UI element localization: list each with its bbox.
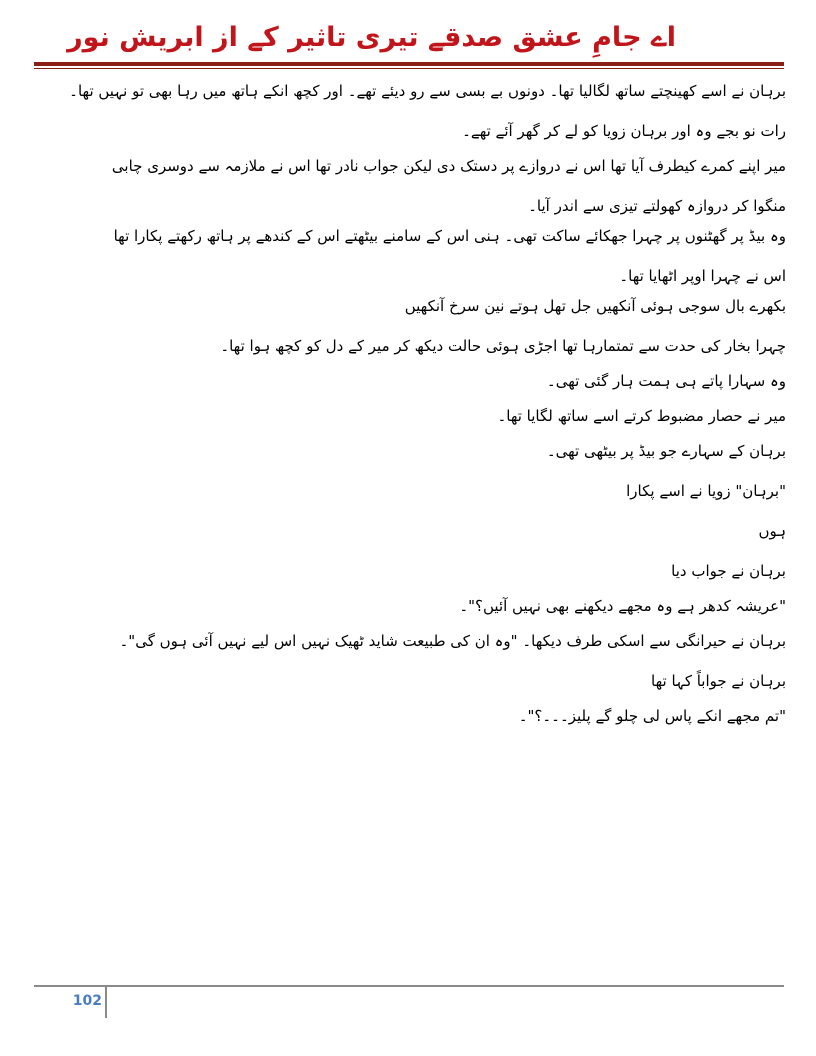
paragraph-line: برہان نے جواباً کہا تھا <box>651 672 786 690</box>
paragraph-line: "عریشہ کدھر ہے وہ مجھے دیکھنے بھی نہیں آئیں؟"۔ <box>459 597 786 615</box>
paragraph-line: رات نو بجے وہ اور برہان زویا کو لے کر گھر آئے تھے۔ <box>462 122 786 140</box>
paragraph-line: برہان نے اسے کھینچتے ساتھ لگالیا تھا۔ دونوں بے بسی سے رو دیئے تھے۔ اور کچھ انکے ہاتھ میں رہا بھی تو نہیں تھا۔ <box>69 82 786 100</box>
paragraph-line: چہرا بخار کی حدت سے تمتمارہا تھا اجڑی ہوئی حالت دیکھ کر میر کے دل کو کچھ ہوا تھا۔ <box>220 337 786 355</box>
footer-divider <box>105 987 107 1018</box>
paragraph-line: وہ سہارا پاتے ہی ہمت ہار گئی تھی۔ <box>546 372 786 390</box>
paragraph-line: "برہان" زویا نے اسے پکارا <box>626 482 786 500</box>
page-number: 102 <box>72 993 102 1009</box>
header-rule-thin <box>34 68 784 69</box>
paragraph-line: ہوں <box>758 522 786 540</box>
paragraph-line: منگوا کر دروازہ کھولتے تیزی سے اندر آیا۔ <box>528 197 786 215</box>
page-title: اے جامِ عشق صدقے تیری تاثیر کے از ابریش نور <box>67 22 676 53</box>
paragraph-line: وہ بیڈ پر گھٹنوں پر چہرا جھکائے ساکت تھی۔ ہنی اس کے سامنے بیٹھتے اس کے کندھے پر ہاتھ رکھتے پکارا تھا <box>113 227 786 245</box>
paragraph-line: میر اپنے کمرے کیطرف آیا تھا اس نے دروازے پر دستک دی لیکن جواب نادر تھا اس نے ملازمہ سے دوسری چابی <box>111 157 786 175</box>
footer-rule <box>34 985 784 987</box>
header-rule <box>34 62 784 66</box>
paragraph-line: برہان نے حیرانگی سے اسکی طرف دیکھا۔ "وہ ان کی طبیعت شاید ٹھیک نہیں اس لیے نہیں آئی ہوں گی"۔ <box>119 632 786 650</box>
paragraph-line: اس نے چہرا اوپر اٹھایا تھا۔ <box>619 267 786 285</box>
page-header <box>0 6 816 66</box>
paragraph-line: برہان کے سہارے جو بیڈ پر بیٹھی تھی۔ <box>546 442 786 460</box>
paragraph-line: میر نے حصار مضبوط کرتے اسے ساتھ لگایا تھا۔ <box>497 407 786 425</box>
paragraph-line: بکھرے بال سوجی ہوئی آنکھیں جل تھل ہوتے نین سرخ آنکھیں <box>404 297 786 315</box>
body-text <box>36 80 786 727</box>
paragraph-line: "تم مجھے انکے پاس لی چلو گے پلیز۔۔۔؟"۔ <box>518 707 786 725</box>
paragraph-line: برہان نے جواب دیا <box>671 562 786 580</box>
